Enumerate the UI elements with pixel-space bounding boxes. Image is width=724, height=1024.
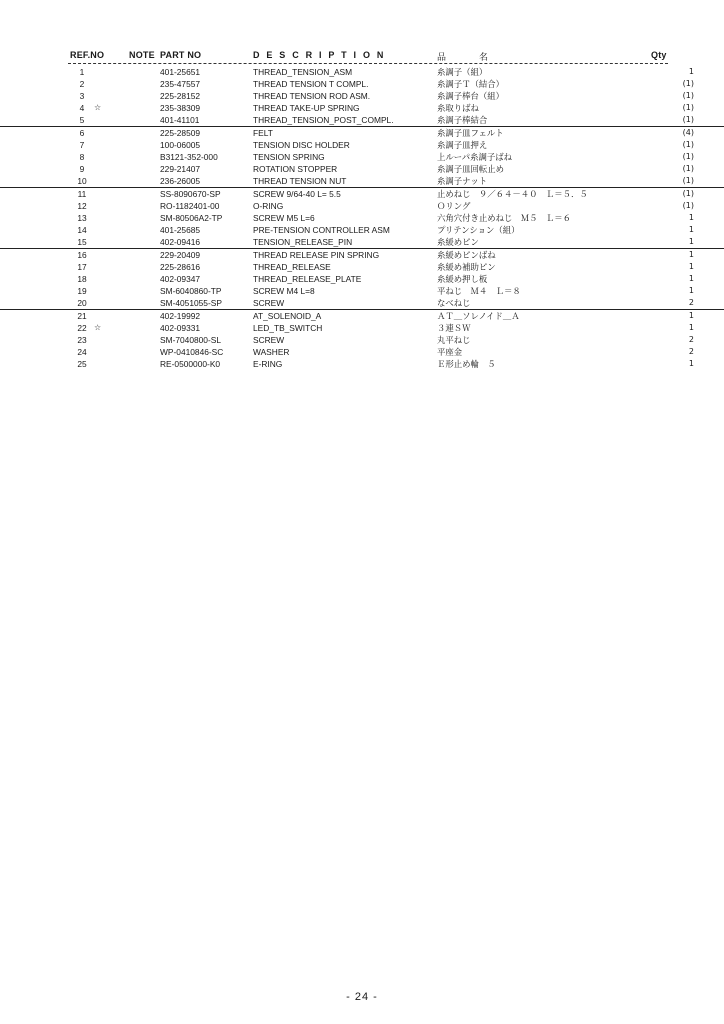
description-cell: SCREW bbox=[253, 335, 285, 345]
qty-cell: 1 bbox=[688, 274, 694, 283]
description-cell: THREAD_TENSION_ASM bbox=[253, 67, 353, 77]
part-no-cell: 225-28152 bbox=[160, 91, 201, 101]
header-ref-no: REF.NO bbox=[70, 50, 105, 60]
ref-no-cell: 1 bbox=[79, 67, 85, 77]
part-no-cell: WP-0410846-SC bbox=[160, 347, 224, 357]
description-cell: THREAD TENSION ROD ASM. bbox=[253, 91, 371, 101]
japanese-name-cell: 糸緩め押し板 bbox=[437, 274, 488, 284]
description-cell: PRE-TENSION CONTROLLER ASM bbox=[253, 225, 390, 235]
table-row bbox=[0, 346, 724, 358]
header-note: NOTE bbox=[129, 50, 155, 60]
table-row bbox=[0, 273, 724, 285]
part-no-cell: 229-20409 bbox=[160, 250, 201, 260]
description-cell: SCREW M4 L=8 bbox=[253, 286, 315, 296]
header-part-no: PART NO bbox=[160, 50, 202, 60]
japanese-name-cell: 糸取りばね bbox=[437, 103, 479, 113]
japanese-name-cell: 糸調子Ｔ（結合） bbox=[437, 79, 504, 89]
part-no-cell: 401-25685 bbox=[160, 225, 201, 235]
table-row bbox=[0, 236, 724, 248]
table-row bbox=[0, 187, 724, 200]
table-row bbox=[0, 309, 724, 322]
ref-no-cell: 24 bbox=[77, 347, 87, 357]
description-cell: THREAD_RELEASE_PLATE bbox=[253, 274, 362, 284]
table-row bbox=[0, 212, 724, 224]
part-no-cell: RE-0500000-K0 bbox=[160, 359, 221, 369]
japanese-name-cell: 平ねじ Ｍ４ Ｌ＝８ bbox=[437, 286, 521, 296]
qty-cell: (1) bbox=[682, 140, 694, 149]
table-row bbox=[0, 151, 724, 163]
part-no-cell: 100-06005 bbox=[160, 140, 201, 150]
description-cell: AT_SOLENOID_A bbox=[253, 311, 322, 321]
qty-cell: 2 bbox=[688, 347, 694, 356]
ref-no-cell: 9 bbox=[79, 164, 85, 174]
japanese-name-cell: 平座金 bbox=[437, 347, 463, 357]
ref-no-cell: 10 bbox=[77, 176, 87, 186]
part-no-cell: 402-09416 bbox=[160, 237, 201, 247]
table-row bbox=[0, 248, 724, 261]
description-cell: E-RING bbox=[253, 359, 283, 369]
ref-no-cell: 7 bbox=[79, 140, 85, 150]
qty-cell: 1 bbox=[688, 250, 694, 259]
ref-no-cell: 20 bbox=[77, 298, 87, 308]
table-row bbox=[0, 200, 724, 212]
part-no-cell: 402-19992 bbox=[160, 311, 201, 321]
part-no-cell: SM-80506A2-TP bbox=[160, 213, 223, 223]
description-cell: WASHER bbox=[253, 347, 290, 357]
japanese-name-cell: 糸調子皿押え bbox=[437, 140, 488, 150]
ref-no-cell: 6 bbox=[79, 128, 85, 138]
qty-cell: (1) bbox=[682, 91, 694, 100]
ref-no-cell: 4 bbox=[79, 103, 85, 113]
table-row bbox=[0, 90, 724, 102]
description-cell: FELT bbox=[253, 128, 273, 138]
table-row bbox=[0, 358, 724, 370]
header-qty: Qty bbox=[651, 50, 667, 60]
japanese-name-cell: 糸調子棒台（組） bbox=[437, 91, 504, 101]
japanese-name-cell: 糸調子（組） bbox=[437, 67, 488, 77]
note-cell: ☆ bbox=[94, 103, 102, 112]
ref-no-cell: 22 bbox=[77, 323, 87, 333]
japanese-name-cell: 丸平ねじ bbox=[437, 335, 471, 345]
part-no-cell: B3121-352-000 bbox=[160, 152, 218, 162]
qty-cell: 1 bbox=[688, 213, 694, 222]
ref-no-cell: 15 bbox=[77, 237, 87, 247]
description-cell: SCREW bbox=[253, 298, 285, 308]
table-row bbox=[0, 224, 724, 236]
part-no-cell: SS-8090670-SP bbox=[160, 189, 221, 199]
description-cell: TENSION SPRING bbox=[253, 152, 325, 162]
ref-no-cell: 3 bbox=[79, 91, 85, 101]
table-row bbox=[0, 322, 724, 334]
description-cell: THREAD_TENSION_POST_COMPL. bbox=[253, 115, 394, 125]
japanese-name-cell: プリテンション（組） bbox=[437, 225, 520, 235]
table-row bbox=[0, 175, 724, 187]
table-row bbox=[0, 126, 724, 139]
qty-cell: 1 bbox=[688, 262, 694, 271]
japanese-name-cell: 糸調子棒結合 bbox=[437, 115, 488, 125]
qty-cell: (4) bbox=[682, 128, 694, 137]
part-no-cell: 235-47557 bbox=[160, 79, 201, 89]
japanese-name-cell: 止めねじ ９／６４－４０ Ｌ＝５．５ bbox=[437, 189, 588, 199]
description-cell: THREAD TAKE-UP SPRING bbox=[253, 103, 360, 113]
japanese-name-cell: 糸緩めピン bbox=[437, 237, 479, 247]
part-no-cell: 236-26005 bbox=[160, 176, 201, 186]
description-cell: THREAD_RELEASE bbox=[253, 262, 331, 272]
description-cell: TENSION_RELEASE_PIN bbox=[253, 237, 353, 247]
ref-no-cell: 18 bbox=[77, 274, 87, 284]
description-cell: LED_TB_SWITCH bbox=[253, 323, 323, 333]
table-row bbox=[0, 114, 724, 126]
qty-cell: 1 bbox=[688, 225, 694, 234]
part-no-cell: 401-41101 bbox=[160, 115, 200, 125]
part-no-cell: 402-09331 bbox=[160, 323, 201, 333]
japanese-name-cell: なべねじ bbox=[437, 298, 471, 308]
japanese-name-cell: ３連ＳＷ bbox=[437, 323, 471, 333]
japanese-name-cell: Ｏリング bbox=[437, 201, 471, 211]
ref-no-cell: 12 bbox=[77, 201, 87, 211]
part-no-cell: 229-21407 bbox=[160, 164, 201, 174]
table-row bbox=[0, 78, 724, 90]
qty-cell: (1) bbox=[682, 115, 694, 124]
ref-no-cell: 21 bbox=[77, 311, 87, 321]
japanese-name-cell: 糸緩め補助ピン bbox=[437, 262, 496, 272]
ref-no-cell: 2 bbox=[79, 79, 85, 89]
qty-cell: (1) bbox=[682, 103, 694, 112]
part-no-cell: SM-4051055-SP bbox=[160, 298, 222, 308]
ref-no-cell: 17 bbox=[77, 262, 87, 272]
table-row bbox=[0, 102, 724, 114]
qty-cell: 1 bbox=[688, 286, 694, 295]
ref-no-cell: 11 bbox=[77, 189, 87, 199]
description-cell: SCREW 9/64-40 L= 5.5 bbox=[253, 189, 341, 199]
qty-cell: 2 bbox=[688, 298, 694, 307]
header-description: D E S C R I P T I O N bbox=[253, 50, 386, 60]
part-no-cell: 235-38309 bbox=[160, 103, 201, 113]
description-cell: THREAD RELEASE PIN SPRING bbox=[253, 250, 380, 260]
part-no-cell: 225-28509 bbox=[160, 128, 201, 138]
description-cell: ROTATION STOPPER bbox=[253, 164, 338, 174]
qty-cell: 2 bbox=[688, 335, 694, 344]
qty-cell: (1) bbox=[682, 164, 694, 173]
table-row bbox=[0, 163, 724, 175]
japanese-name-cell: 糸調子皿回転止め bbox=[437, 164, 504, 174]
qty-cell: (1) bbox=[682, 189, 694, 198]
ref-no-cell: 13 bbox=[77, 213, 87, 223]
japanese-name-cell: 上ルーパ糸調子ばね bbox=[437, 152, 512, 162]
japanese-name-cell: 糸調子皿フェルト bbox=[437, 128, 504, 138]
note-cell: ☆ bbox=[94, 323, 102, 332]
qty-cell: (1) bbox=[682, 201, 694, 210]
description-cell: SCREW M5 L=6 bbox=[253, 213, 315, 223]
header-japanese-name: 品 名 bbox=[437, 52, 501, 62]
table-row bbox=[0, 66, 724, 78]
part-no-cell: SM-7040800-SL bbox=[160, 335, 221, 345]
ref-no-cell: 19 bbox=[77, 286, 87, 296]
page-number: - 24 - bbox=[346, 991, 378, 1003]
header-divider bbox=[68, 63, 668, 64]
part-no-cell: 401-25651 bbox=[160, 67, 201, 77]
part-no-cell: SM-6040860-TP bbox=[160, 286, 222, 296]
table-row bbox=[0, 261, 724, 273]
qty-cell: 1 bbox=[688, 67, 694, 76]
qty-cell: (1) bbox=[682, 152, 694, 161]
table-row bbox=[0, 139, 724, 151]
description-cell: THREAD TENSION T COMPL. bbox=[253, 79, 369, 89]
japanese-name-cell: ＡＴ＿ソレノイド＿Ａ bbox=[437, 311, 520, 321]
ref-no-cell: 8 bbox=[79, 152, 85, 162]
ref-no-cell: 14 bbox=[77, 225, 87, 235]
qty-cell: 1 bbox=[688, 323, 694, 332]
qty-cell: 1 bbox=[688, 311, 694, 320]
japanese-name-cell: Ｅ形止め輪 ５ bbox=[437, 359, 496, 369]
ref-no-cell: 23 bbox=[77, 335, 87, 345]
japanese-name-cell: 六角穴付き止めねじ Ｍ５ Ｌ＝６ bbox=[437, 213, 571, 223]
ref-no-cell: 25 bbox=[77, 359, 87, 369]
description-cell: TENSION DISC HOLDER bbox=[253, 140, 350, 150]
part-no-cell: 225-28616 bbox=[160, 262, 201, 272]
ref-no-cell: 5 bbox=[79, 115, 85, 125]
parts-table-body bbox=[0, 66, 724, 370]
description-cell: O-RING bbox=[253, 201, 284, 211]
qty-cell: 1 bbox=[688, 359, 694, 368]
qty-cell: (1) bbox=[682, 176, 694, 185]
part-no-cell: 402-09347 bbox=[160, 274, 201, 284]
table-row bbox=[0, 285, 724, 297]
ref-no-cell: 16 bbox=[77, 250, 87, 260]
part-no-cell: RO-1182401-00 bbox=[160, 201, 220, 211]
japanese-name-cell: 糸調子ナット bbox=[437, 176, 488, 186]
table-row bbox=[0, 334, 724, 346]
description-cell: THREAD TENSION NUT bbox=[253, 176, 347, 186]
qty-cell: 1 bbox=[688, 237, 694, 246]
table-row bbox=[0, 297, 724, 309]
qty-cell: (1) bbox=[682, 79, 694, 88]
japanese-name-cell: 糸緩めピンばね bbox=[437, 250, 496, 260]
